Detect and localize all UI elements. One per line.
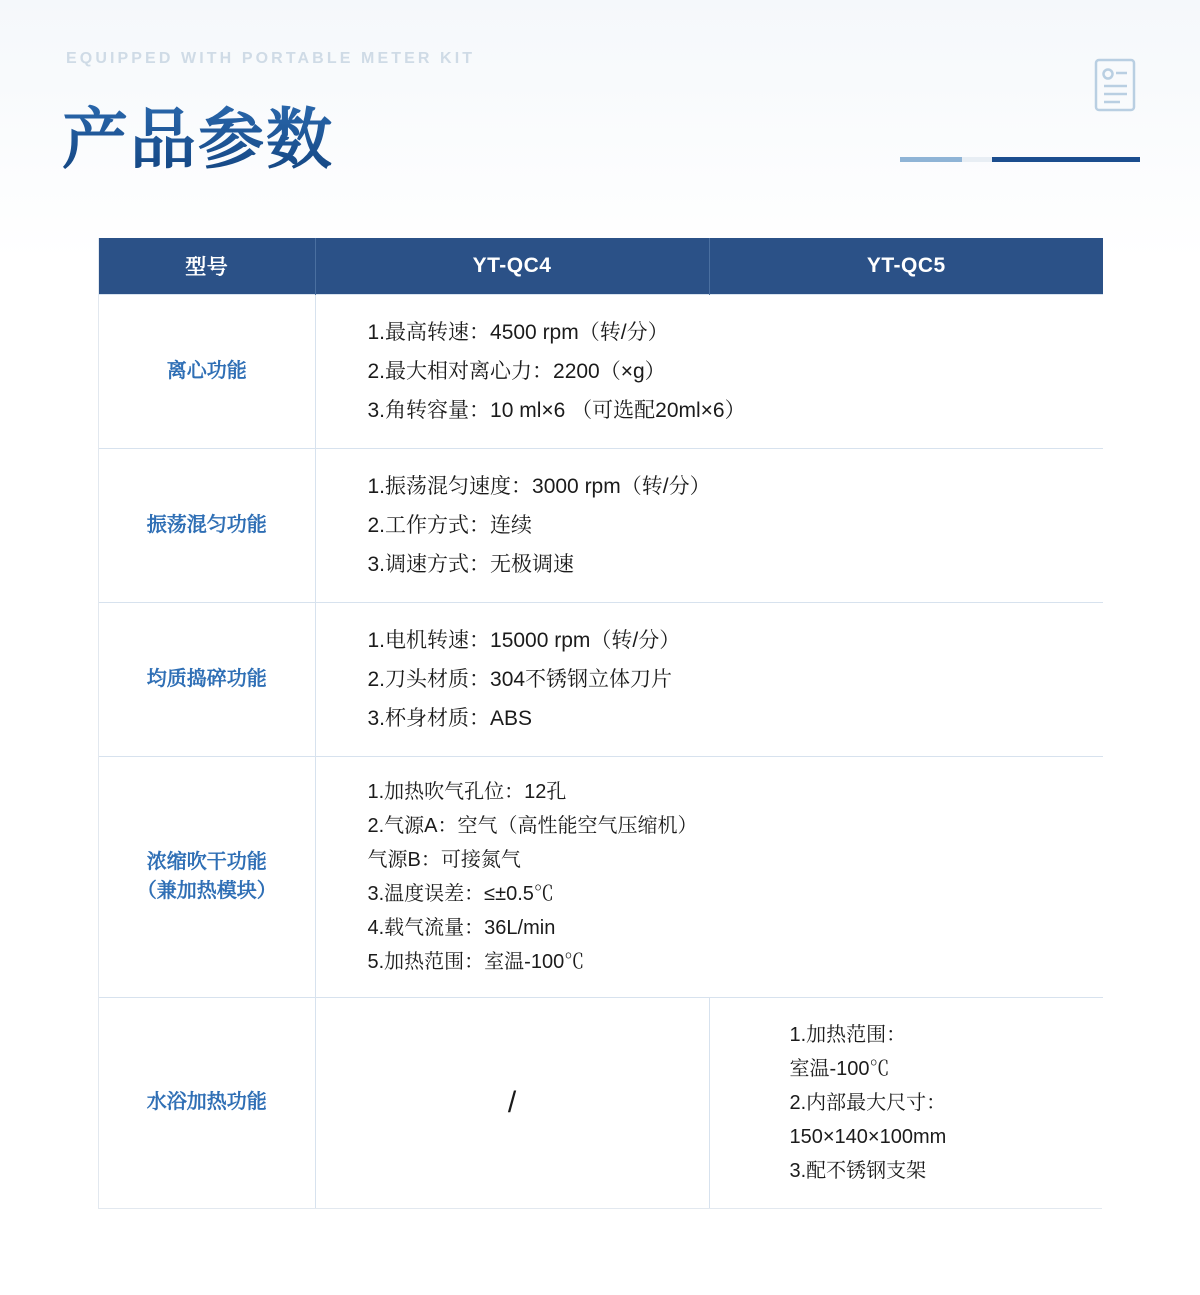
header-eyebrow: EQUIPPED WITH PORTABLE METER KIT [66, 50, 476, 67]
table-row [99, 448, 1103, 602]
spec-line: 1.加热范围： [789, 1023, 907, 1046]
spec-line: 5.加热范围：室温-100℃ [367, 950, 585, 973]
row-label-centrifuge: 离心功能 [99, 294, 315, 448]
row-value-homogenize [315, 602, 1103, 756]
spec-line: 1.电机转速：15000 rpm（转/分） [367, 628, 681, 652]
spec-table-body [99, 294, 1103, 1208]
spec-line: 150×140×100mm [789, 1125, 947, 1148]
spec-line: 3.调速方式：无极调速 [367, 552, 575, 576]
spec-list [790, 1018, 1104, 1188]
spec-line: 3.配不锈钢支架 [789, 1159, 927, 1182]
spec-list [368, 467, 1104, 584]
rule-segment-light [900, 157, 962, 162]
page-header [0, 0, 1200, 220]
column-header-model: 型号 [99, 238, 315, 294]
spec-line: 3.角转容量：10 ml×6 （可选配20ml×6） [367, 398, 746, 422]
row-value-waterbath-qc5 [709, 997, 1103, 1208]
spec-list [368, 313, 1104, 430]
spec-table-head [99, 238, 1103, 294]
spec-line: 4.载气流量：36L/min [367, 916, 556, 939]
row-value-centrifuge [315, 294, 1103, 448]
spec-line: 2.气源A：空气（高性能空气压缩机） [367, 814, 698, 837]
document-icon [1092, 58, 1140, 114]
spec-line: 气源B：可接氮气 [367, 848, 521, 871]
spec-line: 1.最高转速：4500 rpm（转/分） [367, 320, 669, 344]
row-label-line1: 浓缩吹干功能 [146, 850, 267, 873]
table-row [99, 997, 1103, 1208]
rule-segment-gap [962, 157, 992, 162]
spec-line: 3.温度误差：≤±0.5℃ [367, 882, 554, 905]
row-label-waterbath: 水浴加热功能 [99, 997, 315, 1208]
rule-segment-dark [992, 157, 1140, 162]
spec-line: 1.加热吹气孔位：12孔 [367, 780, 567, 803]
spec-list [368, 621, 1104, 738]
spec-line: 2.内部最大尺寸： [789, 1091, 947, 1114]
row-label-vortex: 振荡混匀功能 [99, 448, 315, 602]
row-label-evaporation [99, 756, 315, 997]
table-row [99, 756, 1103, 997]
column-header-qc5: YT-QC5 [709, 238, 1103, 294]
spec-line: 2.刀头材质：304不锈钢立体刀片 [367, 667, 673, 691]
spec-line: 室温-100℃ [789, 1057, 890, 1080]
row-label-homogenize: 均质捣碎功能 [99, 602, 315, 756]
spec-table-container [98, 238, 1102, 1209]
column-header-qc4: YT-QC4 [315, 238, 709, 294]
row-label-line2: （兼加热模块） [136, 879, 277, 902]
row-value-evaporation [315, 756, 1103, 997]
spec-line: 2.工作方式：连续 [367, 513, 533, 537]
spec-list [368, 775, 1104, 979]
spec-line: 2.最大相对离心力：2200（×g） [367, 359, 666, 383]
table-header-row [99, 238, 1103, 294]
spec-line: 1.振荡混匀速度：3000 rpm（转/分） [367, 474, 711, 498]
table-row [99, 294, 1103, 448]
header-rule [900, 157, 1140, 162]
table-row [99, 602, 1103, 756]
row-value-waterbath-qc4: / [315, 997, 709, 1208]
row-value-vortex [315, 448, 1103, 602]
spec-table [99, 238, 1103, 1208]
page-title: 产品参数 [62, 86, 334, 181]
spec-line: 3.杯身材质：ABS [367, 706, 533, 730]
